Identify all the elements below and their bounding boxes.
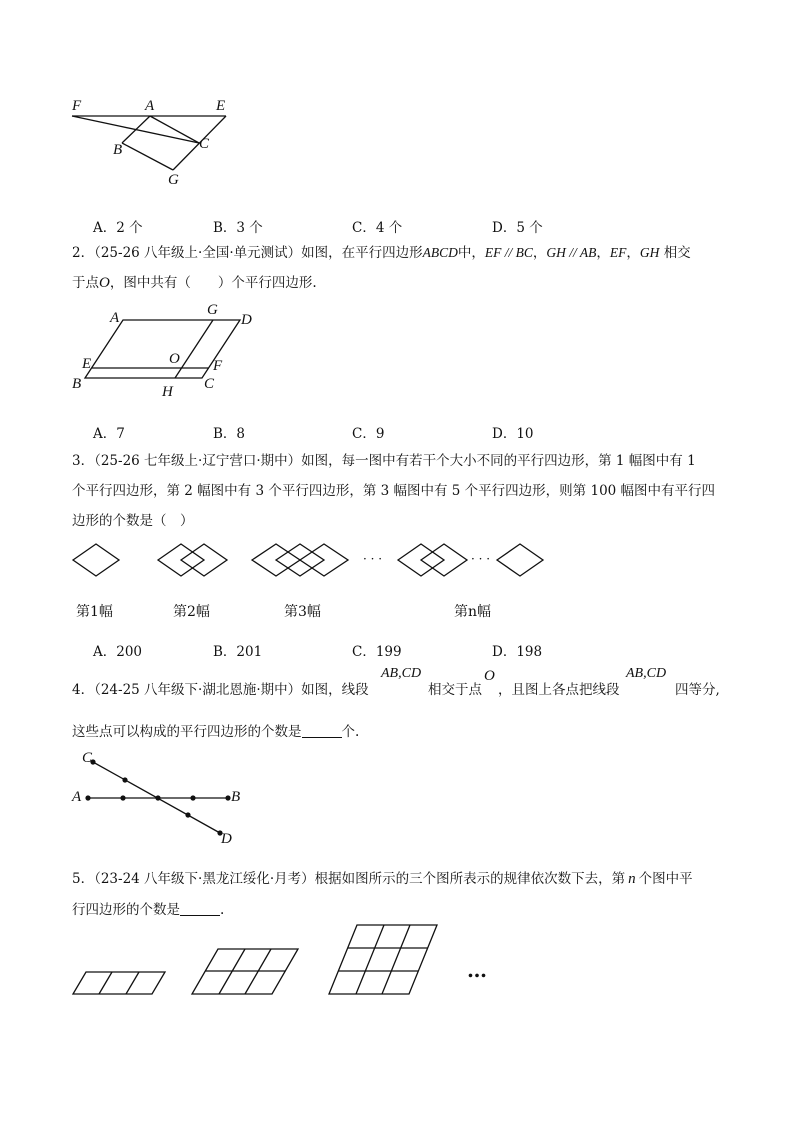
- q1-label-F: F: [72, 98, 82, 114]
- q2-abcd: ABCD: [422, 245, 458, 260]
- q4-abcd-1: AB,CD: [381, 666, 422, 681]
- q1-option-b[interactable]: B．3 个: [213, 220, 263, 236]
- q2-label-E: E: [82, 356, 92, 372]
- q2-sep2: ，: [596, 245, 610, 261]
- q2-text-a: 如图，在平行四边形: [301, 245, 423, 261]
- q2-label-D: D: [241, 312, 252, 328]
- q5-fig1-outline: [73, 972, 165, 994]
- q2-label-O: O: [169, 351, 180, 367]
- q2-option-b[interactable]: B．8: [213, 426, 246, 442]
- q4-number-source: 4．（24-25 八年级下·湖北恩施·期中）如图，线段: [72, 682, 369, 698]
- q2-label-B: B: [72, 376, 82, 392]
- q1-option-c[interactable]: C．4 个: [352, 220, 403, 236]
- q1-label-C: C: [199, 136, 210, 152]
- q1-option-d[interactable]: D．5 个: [492, 220, 543, 236]
- q4-point-o: O: [484, 668, 495, 684]
- q2-label-G: G: [207, 302, 218, 318]
- q2-option-c[interactable]: C．9: [352, 426, 385, 442]
- q3-dots-1: · · ·: [363, 552, 383, 566]
- q2-label-H: H: [162, 384, 173, 400]
- q5-line1-a: 5．（23-24 八年级下·黑龙江绥化·月考）根据如图所示的三个图所表示的规律依次数下去，第: [72, 871, 626, 887]
- q5-n: n: [628, 871, 636, 887]
- q5-line2-a: 行四边形的个数是: [72, 902, 180, 918]
- q5-ellipsis: …: [467, 958, 487, 982]
- q1-label-B: B: [113, 142, 123, 158]
- q2-label-A: A: [110, 310, 120, 326]
- q2-ef: EF: [609, 245, 627, 260]
- q2-text-c: 相交: [663, 245, 691, 261]
- q5-fig3-div-2: [382, 925, 410, 994]
- q5-line2-b: .: [220, 902, 225, 918]
- q4-text-a: 相交于点: [428, 682, 482, 698]
- q2-sep3: ，: [626, 245, 640, 261]
- q4-line2-b: 个.: [341, 724, 360, 740]
- q2-label-C: C: [204, 376, 215, 392]
- q5-line1-b: 个图中平: [638, 871, 693, 887]
- q3-caption-1: 第1幅: [76, 604, 113, 620]
- q5-fig3-outline: [329, 925, 437, 994]
- q5-fig1-div-1: [99, 972, 112, 994]
- q3-option-b[interactable]: B．201: [213, 644, 263, 660]
- q4-line2-a: 这些点可以构成的平行四边形的个数是: [72, 724, 302, 740]
- q5-fig1-div-2: [126, 972, 139, 994]
- q3-dots-2: · · ·: [471, 552, 491, 566]
- q2-sep1: ，: [532, 245, 547, 261]
- q1-label-A: A: [145, 98, 155, 114]
- q3-option-a[interactable]: A．200: [93, 644, 143, 660]
- q3-question-line2: 个平行四边形，第 2 幅图中有 3 个平行四边形，第 3 幅图中有 5 个平行四边形，则第 100 幅图中有平行四: [72, 483, 716, 499]
- q3-option-d[interactable]: D．198: [492, 644, 543, 660]
- q2-option-d[interactable]: D．10: [492, 426, 534, 442]
- q1-label-G: G: [168, 172, 179, 188]
- q3-caption-n: 第n幅: [454, 604, 492, 620]
- q2-number: 2．: [72, 245, 95, 261]
- q1-label-E: E: [216, 98, 226, 114]
- q4-label-A: A: [72, 789, 82, 805]
- q5-fig3-div-1: [356, 925, 384, 994]
- q1-option-a[interactable]: A．2 个: [93, 220, 143, 236]
- q2-source: （25-26 八年级上·全国·单元测试）: [94, 245, 302, 261]
- q2-rel2: GH // AB: [546, 245, 597, 260]
- q2-label-F: F: [213, 358, 223, 374]
- q4-label-C: C: [82, 750, 93, 766]
- q2-rel1: EF // BC: [484, 245, 533, 260]
- q2-option-a[interactable]: A．7: [93, 426, 125, 442]
- q2-line2-b: ，图中共有（ ）个平行四边形.: [109, 275, 317, 291]
- q2-gh: GH: [639, 245, 660, 260]
- q2-point-o: O: [99, 275, 110, 291]
- q2-line2-a: 于点: [72, 275, 99, 291]
- q2-text-b: 中，: [457, 245, 485, 261]
- q3-caption-3: 第3幅: [284, 604, 321, 620]
- q3-caption-2: 第2幅: [173, 604, 210, 620]
- q4-text-c: 四等分,: [675, 682, 720, 698]
- q3-question-line3: 边形的个数是（ ）: [72, 513, 194, 529]
- q4-abcd-2: AB,CD: [626, 666, 667, 681]
- q3-option-c[interactable]: C．199: [352, 644, 402, 660]
- q4-label-D: D: [221, 831, 232, 847]
- q4-label-B: B: [231, 789, 241, 805]
- q4-text-b: ，且图上各点把线段: [498, 682, 620, 698]
- q3-question-line1: 3．（25-26 七年级上·辽宁营口·期中）如图，每一图中有若干个大小不同的平行四边形，第 1 幅图中有 1: [72, 453, 696, 469]
